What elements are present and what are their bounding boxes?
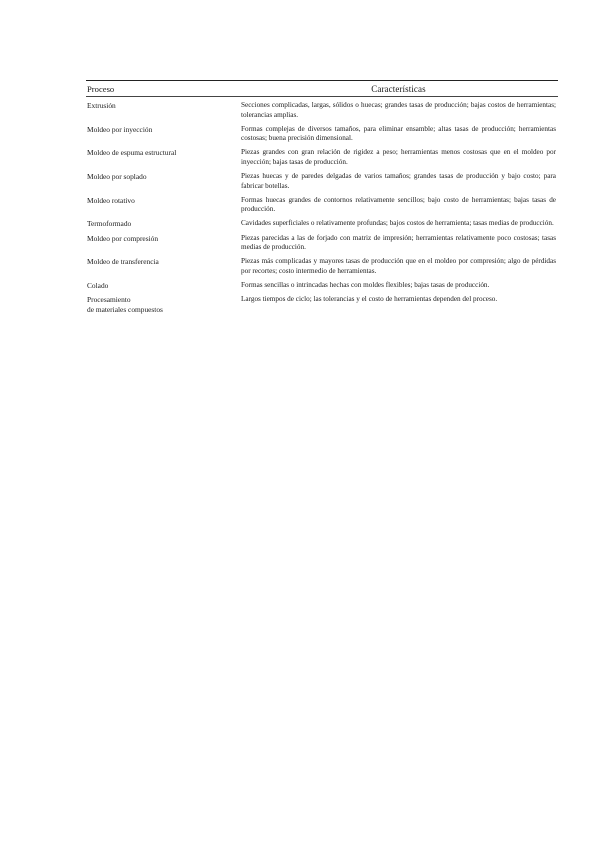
characteristics-cell: Cavidades superficiales o relativamente profundas; bajos costos de herramienta; tasas medias de producción. [241, 219, 554, 228]
characteristics-cell: Secciones complicadas, largas, sólidos o huecas; grandes tasas de producción; bajas costos de herramientas; tolerancias amplias. [241, 101, 556, 119]
table-row [86, 196, 558, 215]
table-body [86, 101, 558, 314]
process-name-cell: Moldeo rotativo [87, 195, 135, 205]
process-name-cell: Moldeo por soplado [87, 172, 147, 182]
table-header-row [86, 81, 558, 96]
process-name-cell: Moldeo por compresión [87, 233, 159, 243]
characteristics-cell: Piezas grandes con gran relación de rigidez a peso; herramientas menos costosas que en el moldeo por inyección; bajas tasas de producción. [241, 148, 556, 166]
header-rule [86, 96, 558, 97]
process-name-cell: Moldeo de transferencia [87, 257, 159, 267]
process-name-cell: Moldeo por inyección [87, 124, 153, 134]
table-row [86, 234, 558, 253]
table-row [86, 295, 558, 314]
characteristics-cell: Piezas más complicadas y mayores tasas de producción que en el moldeo por compresión; algo de pérdidas por recortes; costo intermedio de herramientas. [241, 257, 556, 275]
process-table [86, 80, 558, 314]
characteristics-cell: Piezas parecidas a las de forjado con matriz de impresión; herramientas relativamente poco costosas; tasas medias de producción. [241, 233, 556, 252]
process-name-cell: Colado [87, 280, 109, 290]
table-row [86, 101, 558, 120]
table-row [86, 219, 558, 229]
table-row [86, 172, 558, 191]
characteristics-cell: Formas huecas grandes de contornos relativamente sencillos; bajo costo de herramientas; bajas tasas de producción. [241, 195, 556, 214]
table-row [86, 148, 558, 167]
process-name-cell: Extrusión [87, 101, 116, 110]
process-name-cell: Procesamiento de materiales compuestos [87, 295, 163, 314]
characteristics-cell: Piezas huecas y de paredes delgadas de varios tamaños; grandes tasas de producción y bajo costo; para fabricar botellas. [241, 172, 556, 190]
characteristics-cell: Formas sencillas o intrincadas hechas con moldes flexibles; bajas tasas de producción. [241, 280, 490, 289]
characteristics-cell: Formas complejas de diversos tamaños, para eliminar ensamble; altas tasas de producción; herramientas costosas; buena precisión dimensional. [241, 124, 556, 143]
table-row [86, 257, 558, 276]
header-process: Proceso [87, 83, 115, 94]
header-characteristics: Características [371, 83, 426, 94]
characteristics-cell: Largos tiempos de ciclo; las tolerancias y el costo de herramientas dependen del proceso. [241, 295, 498, 303]
process-name-cell: Moldeo de espuma estructural [87, 148, 177, 158]
process-name-cell: Termoformado [87, 219, 132, 229]
table-row [86, 125, 558, 144]
table-row [86, 281, 558, 291]
